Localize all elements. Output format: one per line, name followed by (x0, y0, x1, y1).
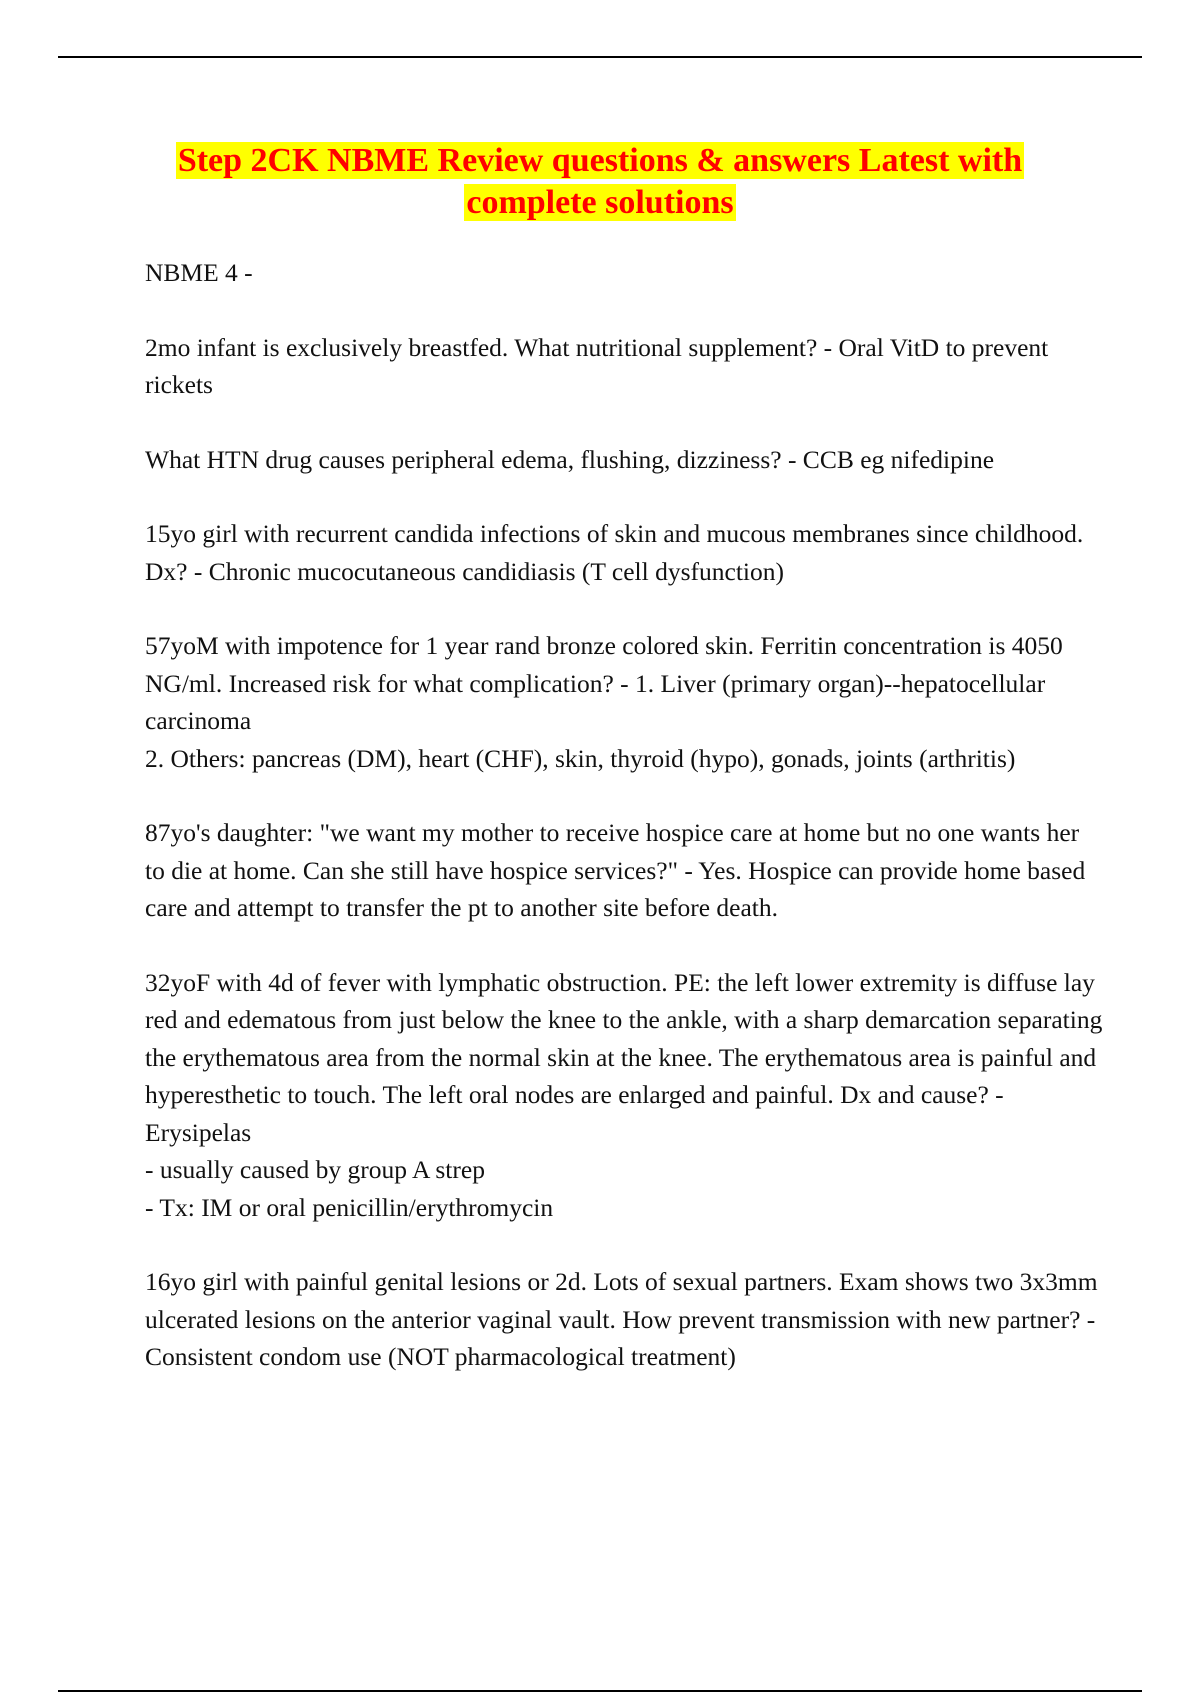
qa-item (145, 441, 1105, 479)
qa-line: What HTN drug causes peripheral edema, flushing, dizziness? - CCB eg nifedipine (145, 444, 995, 474)
qa-line: - usually caused by group A strep (145, 1155, 485, 1184)
title-line-2: complete solutions (466, 184, 734, 221)
qa-line: 15yo girl with recurrent candida infections of skin and mucous membranes since childhood. Dx? - Chronic mucocutaneous candidiasis (T cell dysfunction) (145, 519, 1084, 586)
title-line-1: Step 2CK NBME Review questions & answers Latest with (177, 142, 1023, 179)
qa-item (145, 515, 1105, 590)
qa-line: 32yoF with 4d of fever with lymphatic obstruction. PE: the left lower extremity is diffuse lay red and edematous from just below the knee to the ankle, with a sharp demarcation separating the erythematous area from the normal skin at the knee. The erythematous area is painful and hyperesthetic to touch. The left oral nodes are enlarged and painful. Dx and cause? - Erysipelas (145, 967, 1103, 1147)
qa-item (145, 1263, 1105, 1376)
qa-line: 16yo girl with painful genital lesions or 2d. Lots of sexual partners. Exam shows two 3x3mm ulcerated lesions on the anterior vaginal vault. How prevent transmission with new partner? - Consistent condom use (NOT pharmacological treatment) (145, 1267, 1098, 1371)
qa-line: 87yo's daughter: "we want my mother to receive hospice care at home but no one wants her to die at home. Can she still have hospice services?" - Yes. Hospice can provide home based care and attempt to transfer the pt to another site before death. (145, 818, 1086, 922)
qa-item (145, 814, 1105, 927)
qa-line: - Tx: IM or oral penicillin/erythromycin (145, 1192, 554, 1222)
section-label: NBME 4 - (145, 258, 253, 287)
bottom-rule (58, 1690, 1142, 1692)
qa-item (145, 627, 1105, 777)
document-body (145, 254, 1105, 1413)
qa-item (145, 964, 1105, 1227)
qa-item (145, 329, 1105, 404)
top-rule (58, 56, 1142, 58)
qa-line: 57yoM with impotence for 1 year rand bronze colored skin. Ferritin concentration is 4050 NG/ml. Increased risk for what complication? - 1. Liver (primary organ)--hepatocellular carcinoma (145, 631, 1063, 735)
document-title (100, 140, 1100, 224)
qa-line: 2. Others: pancreas (DM), heart (CHF), skin, thyroid (hypo), gonads, joints (arthritis) (145, 743, 1016, 773)
qa-line: 2mo infant is exclusively breastfed. What nutritional supplement? - Oral VitD to prevent rickets (145, 332, 1049, 399)
